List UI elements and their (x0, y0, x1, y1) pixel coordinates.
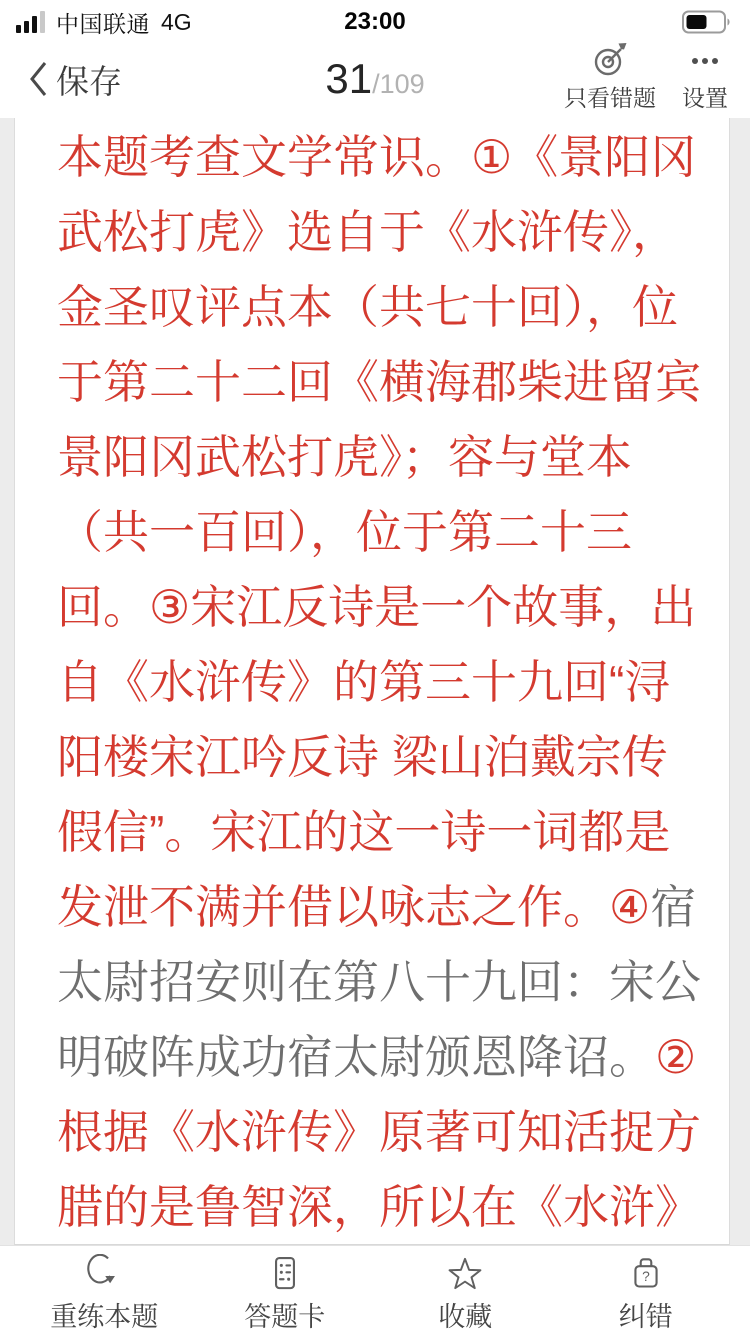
text-segment: 发泄不满并借以咏志之作。④ (57, 881, 651, 933)
report-error-label: 纠错 (618, 1302, 673, 1332)
text-line (57, 720, 689, 795)
network-type-label: 4G (161, 8, 192, 35)
text-segment: 明破阵成功宿太尉颁恩降诏。 (57, 1031, 655, 1083)
text-line (57, 945, 701, 1020)
bottom-toolbar (0, 1245, 750, 1334)
back-button-label: 保存 (56, 62, 122, 100)
text-segment: 于第二十二回《横海郡柴进留宾 (57, 356, 701, 408)
text-line (57, 420, 689, 495)
text-segment: 金圣叹评点本（共七十回），位 (57, 281, 678, 333)
target-icon (592, 41, 628, 77)
only-wrong-questions-label: 只看错题 (564, 85, 656, 111)
redo-question-button[interactable] (14, 1252, 195, 1334)
text-segment: 太尉招安则在第八十九回：宋公 (57, 956, 701, 1008)
answer-text (14, 118, 730, 1245)
back-save-button[interactable] (28, 56, 122, 103)
nav-bar (0, 40, 750, 118)
text-segment: ② (655, 1031, 697, 1083)
page-current: 31 (325, 55, 373, 102)
report-error-button[interactable] (556, 1252, 737, 1334)
page-total: /109 (372, 68, 425, 99)
text-line (57, 870, 697, 945)
answer-card-icon (261, 1254, 309, 1293)
text-segment: 腊的是鲁智深，所以在《水浒》 (57, 1181, 701, 1233)
only-wrong-questions-button[interactable] (564, 41, 656, 113)
error-report-icon (622, 1254, 670, 1293)
answer-sheet-label: 答题卡 (244, 1302, 326, 1332)
text-line (57, 1170, 701, 1245)
svg-text:?: ? (641, 1268, 650, 1285)
text-segment: 宿 (650, 881, 697, 933)
clock: 23:00 (344, 8, 406, 35)
favorite-button[interactable] (375, 1252, 556, 1334)
text-line (57, 120, 697, 195)
text-line (57, 1095, 701, 1170)
text-segment: 阳楼宋江吟反诗 梁山泊戴宗传 (57, 731, 668, 783)
text-segment: 假信”。宋江的这一诗一词都是 (57, 806, 671, 858)
text-segment: 自《水浒传》的第三十九回“浔 (57, 656, 671, 708)
question-explanation-area[interactable] (0, 118, 750, 1245)
text-line (57, 645, 689, 720)
redo-question-label: 重练本题 (50, 1302, 159, 1332)
text-line (57, 495, 689, 570)
text-line (57, 345, 701, 420)
status-bar (0, 0, 750, 40)
text-line (57, 570, 697, 645)
favorite-label: 收藏 (438, 1302, 493, 1332)
text-segment: 本题考查文学常识。①《景阳冈 (57, 131, 697, 183)
text-segment: 回。③宋江反诗是一个故事，出 (57, 581, 697, 633)
text-line (57, 270, 689, 345)
carrier-label: 中国联通 (56, 10, 150, 37)
star-icon (441, 1254, 489, 1293)
text-line (57, 795, 689, 870)
chevron-left-icon (28, 60, 48, 98)
text-segment: 武松打虎》选自于《水浒传》， (57, 206, 678, 258)
text-segment: （共一百回），位于第二十三 (57, 506, 632, 558)
text-line (57, 195, 689, 270)
settings-button[interactable] (682, 41, 728, 113)
answer-sheet-button[interactable] (195, 1252, 376, 1334)
text-segment: 景阳冈武松打虎》；容与堂本 (57, 431, 632, 483)
settings-label: 设置 (682, 85, 728, 111)
ellipsis-icon (687, 41, 723, 77)
text-line (57, 1020, 697, 1095)
redo-icon (80, 1254, 128, 1293)
text-segment: 根据《水浒传》原著可知活捉方 (57, 1106, 701, 1158)
